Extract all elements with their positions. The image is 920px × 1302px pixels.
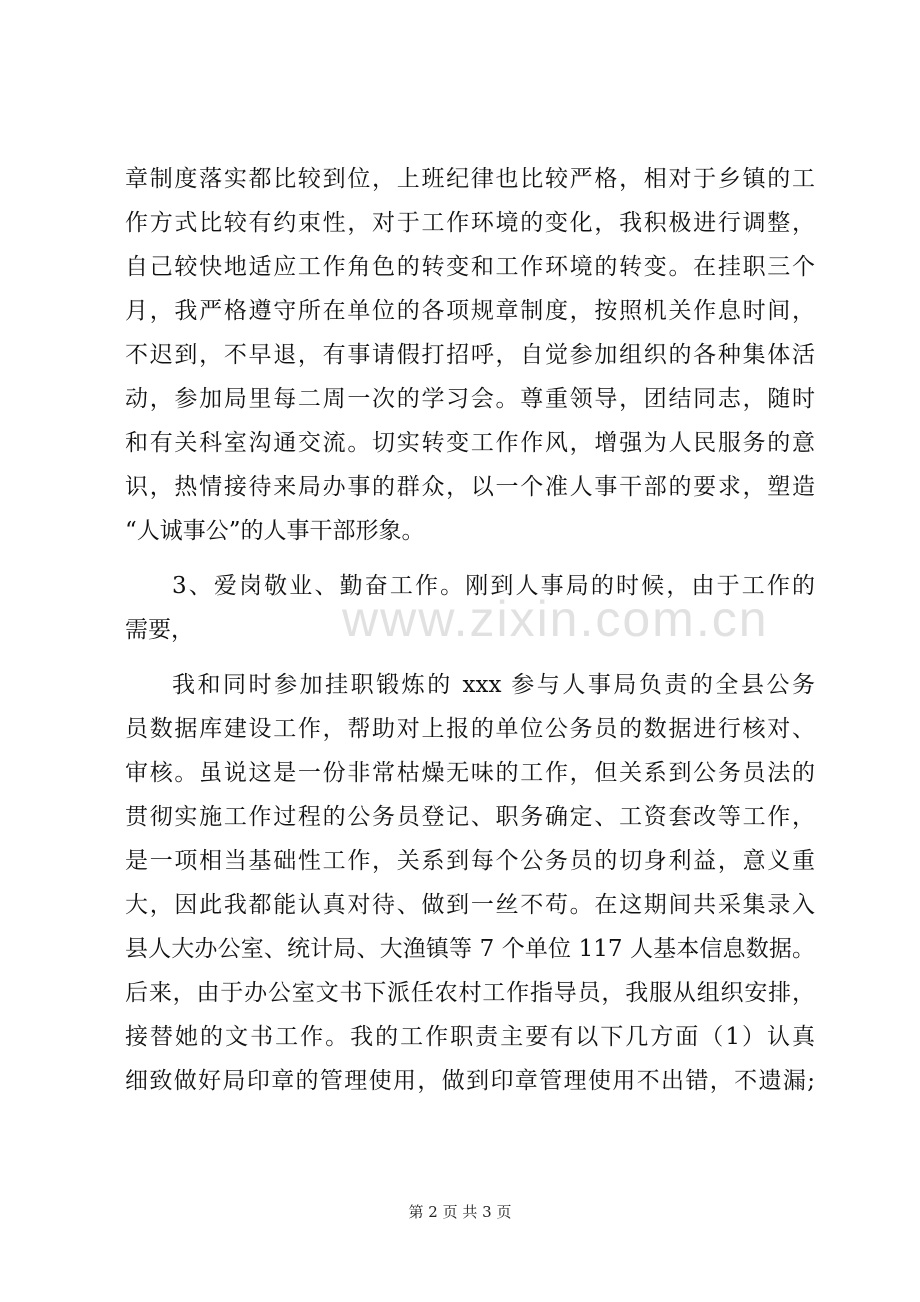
text-line: 动，参加局里每二周一次的学习会。尊重领导，团结同志，随时 bbox=[125, 386, 815, 412]
text-line: 不迟到，不早退，有事请假打招呼，自觉参加组织的各种集体活 bbox=[125, 342, 815, 368]
text-line: 员数据库建设工作，帮助对上报的单位公务员的数据进行核对、 bbox=[125, 716, 815, 742]
text-line: 后来，由于办公室文书下派任农村工作指导员，我服从组织安排， bbox=[125, 980, 815, 1006]
watermark: www.zixin.com.cn bbox=[342, 591, 769, 647]
text-line: 章制度落实都比较到位，上班纪律也比较严格，相对于乡镇的工 bbox=[125, 166, 815, 192]
text-line: 月，我严格遵守所在单位的各项规章制度，按照机关作息时间， bbox=[125, 298, 815, 324]
page-footer: 第 2 页 共 3 页 bbox=[408, 1203, 512, 1221]
text-line: 县人大办公室、统计局、大渔镇等 7 个单位 117 人基本信息数据。 bbox=[125, 936, 815, 962]
text-line: 和有关科室沟通交流。切实转变工作作风，增强为人民服务的意 bbox=[125, 430, 815, 456]
text-line: 作方式比较有约束性，对于工作环境的变化，我积极进行调整， bbox=[125, 210, 815, 236]
text-line: 需要， bbox=[125, 617, 194, 643]
text-line: 我和同时参加挂职锻炼的 xxx 参与人事局负责的全县公务 bbox=[172, 672, 815, 698]
text-line: 细致做好局印章的管理使用，做到印章管理使用不出错，不遗漏; bbox=[125, 1068, 815, 1094]
text-line: 审核。虽说这是一份非常枯燥无味的工作，但关系到公务员法的 bbox=[125, 760, 815, 786]
text-line: 是一项相当基础性工作，关系到每个公务员的切身利益，意义重 bbox=[125, 848, 815, 874]
text-line: 识，热情接待来局办事的群众，以一个准人事干部的要求，塑造 bbox=[125, 474, 815, 500]
text-line: “人诚事公”的人事干部形象。 bbox=[125, 518, 425, 544]
text-line: 贯彻实施工作过程的公务员登记、职务确定、工资套改等工作， bbox=[125, 804, 815, 830]
text-line: 接替她的文书工作。我的工作职责主要有以下几方面（1）认真 bbox=[125, 1024, 815, 1050]
text-line: 自己较快地适应工作角色的转变和工作环境的转变。在挂职三个 bbox=[125, 254, 815, 280]
text-line: 大，因此我都能认真对待、做到一丝不苟。在这期间共采集录入 bbox=[125, 892, 815, 918]
text-line: 3、爱岗敬业、勤奋工作。刚到人事局的时候，由于工作的 bbox=[172, 573, 815, 599]
